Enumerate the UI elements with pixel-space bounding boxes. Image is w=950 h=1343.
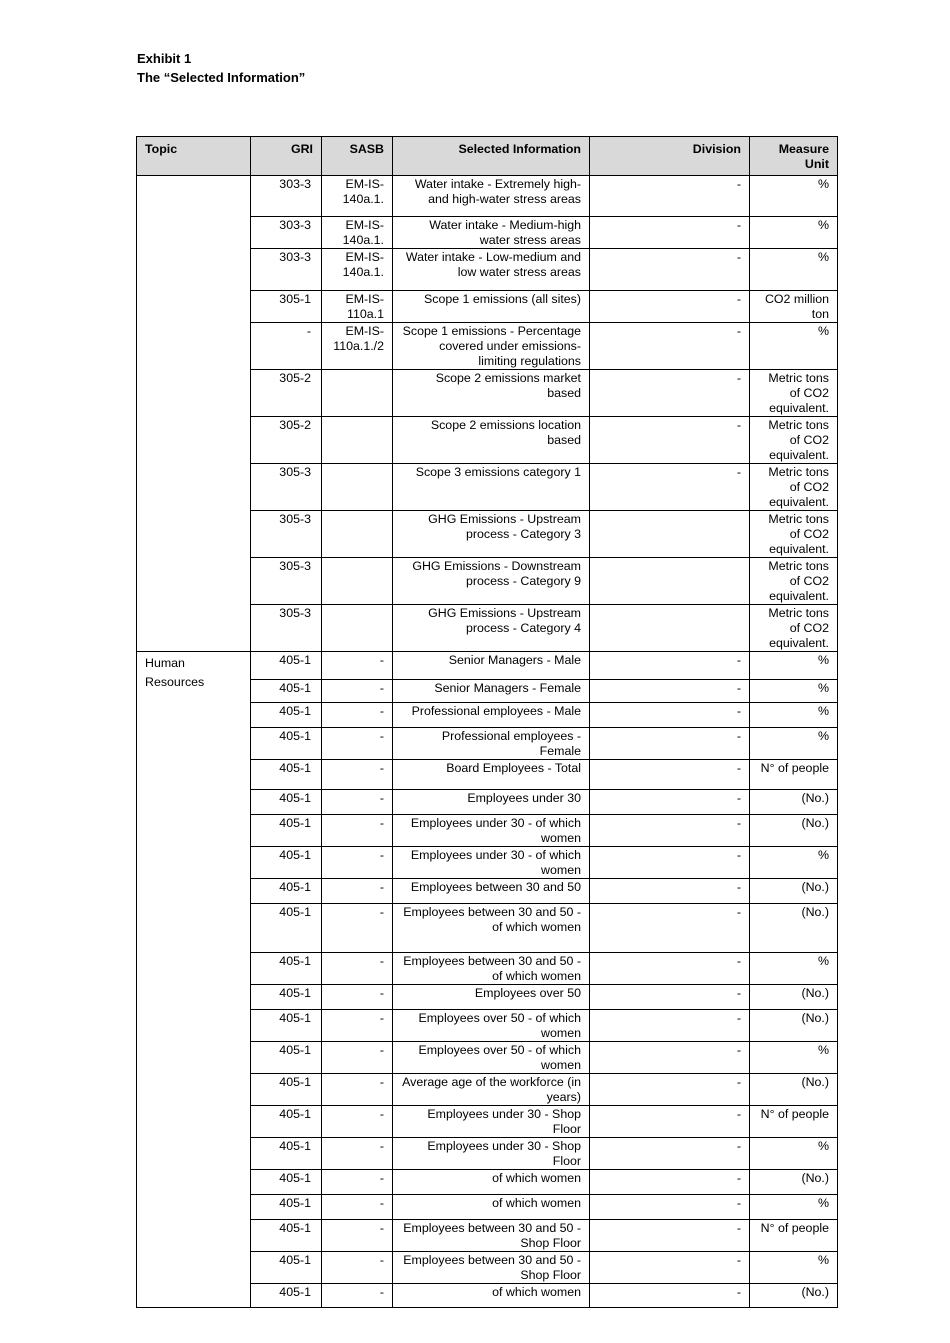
selected-information-cell: Employees under 30 - Shop Floor bbox=[393, 1138, 590, 1170]
measure-unit-cell: Metric tons of CO2 equivalent. bbox=[750, 417, 838, 464]
sasb-cell: - bbox=[322, 847, 393, 879]
measure-unit-cell: % bbox=[750, 1252, 838, 1284]
selected-information-cell: Employees under 30 - of which women bbox=[393, 847, 590, 879]
measure-unit-cell: Metric tons of CO2 equivalent. bbox=[750, 464, 838, 511]
selected-information-cell: Scope 1 emissions - Percentage covered under emissions-limiting regulations bbox=[393, 323, 590, 370]
sasb-cell: EM-IS-110a.1./2 bbox=[322, 323, 393, 370]
column-header-measure-unit: Measure Unit bbox=[750, 137, 838, 176]
sasb-cell: - bbox=[322, 1042, 393, 1074]
selected-information-cell: of which women bbox=[393, 1195, 590, 1220]
measure-unit-cell: Metric tons of CO2 equivalent. bbox=[750, 511, 838, 558]
selected-information-cell: Employees over 50 - of which women bbox=[393, 1042, 590, 1074]
measure-unit-cell: % bbox=[750, 1195, 838, 1220]
selected-information-cell: Employees between 30 and 50 - Shop Floor bbox=[393, 1252, 590, 1284]
division-cell: - bbox=[590, 728, 750, 760]
column-header-division: Division bbox=[590, 137, 750, 176]
selected-information-cell: Employees under 30 - Shop Floor bbox=[393, 1106, 590, 1138]
gri-cell: 405-1 bbox=[251, 1170, 322, 1195]
selected-information-cell: Water intake - Extremely high-and high-water stress areas bbox=[393, 176, 590, 217]
selected-information-cell: GHG Emissions - Downstream process - Category 9 bbox=[393, 558, 590, 605]
division-cell: - bbox=[590, 417, 750, 464]
division-cell: - bbox=[590, 847, 750, 879]
measure-unit-cell: (No.) bbox=[750, 1010, 838, 1042]
selected-information-cell: Senior Managers - Male bbox=[393, 652, 590, 680]
division-cell: - bbox=[590, 176, 750, 217]
column-header-selected-information: Selected Information bbox=[393, 137, 590, 176]
division-cell: - bbox=[590, 680, 750, 703]
gri-cell: 303-3 bbox=[251, 249, 322, 291]
selected-information-cell: Employees over 50 - of which women bbox=[393, 1010, 590, 1042]
measure-unit-cell: % bbox=[750, 217, 838, 249]
division-cell: - bbox=[590, 249, 750, 291]
division-cell: - bbox=[590, 1170, 750, 1195]
sasb-cell: - bbox=[322, 652, 393, 680]
division-cell: - bbox=[590, 1138, 750, 1170]
division-cell bbox=[590, 511, 750, 558]
division-cell: - bbox=[590, 879, 750, 904]
division-cell: - bbox=[590, 323, 750, 370]
selected-information-cell: Board Employees - Total bbox=[393, 760, 590, 790]
selected-information-cell: Employees between 30 and 50 - of which women bbox=[393, 904, 590, 953]
sasb-cell: - bbox=[322, 703, 393, 728]
division-cell: - bbox=[590, 953, 750, 985]
measure-unit-cell: % bbox=[750, 323, 838, 370]
measure-unit-cell: % bbox=[750, 1138, 838, 1170]
sasb-cell: - bbox=[322, 1138, 393, 1170]
gri-cell: 405-1 bbox=[251, 1195, 322, 1220]
sasb-cell bbox=[322, 417, 393, 464]
measure-unit-cell: % bbox=[750, 703, 838, 728]
column-header-sasb: SASB bbox=[322, 137, 393, 176]
division-cell: - bbox=[590, 815, 750, 847]
measure-unit-cell: % bbox=[750, 847, 838, 879]
measure-unit-cell: N° of people bbox=[750, 1106, 838, 1138]
selected-information-table bbox=[136, 136, 838, 1308]
measure-unit-cell: Metric tons of CO2 equivalent. bbox=[750, 370, 838, 417]
sasb-cell: - bbox=[322, 953, 393, 985]
sasb-cell: - bbox=[322, 790, 393, 815]
table-body bbox=[137, 176, 838, 1308]
division-cell: - bbox=[590, 760, 750, 790]
sasb-cell: - bbox=[322, 728, 393, 760]
sasb-cell: - bbox=[322, 1252, 393, 1284]
sasb-cell: - bbox=[322, 1106, 393, 1138]
selected-information-cell: Employees between 30 and 50 - of which women bbox=[393, 953, 590, 985]
sasb-cell bbox=[322, 605, 393, 652]
gri-cell: 405-1 bbox=[251, 1284, 322, 1308]
sasb-cell: EM-IS-110a.1 bbox=[322, 291, 393, 323]
sasb-cell: - bbox=[322, 879, 393, 904]
selected-information-cell: Employees under 30 - of which women bbox=[393, 815, 590, 847]
measure-unit-cell: (No.) bbox=[750, 1170, 838, 1195]
division-cell: - bbox=[590, 790, 750, 815]
selected-information-cell: Water intake - Low-medium and low water stress areas bbox=[393, 249, 590, 291]
division-cell bbox=[590, 558, 750, 605]
measure-unit-cell: % bbox=[750, 652, 838, 680]
gri-cell: 405-1 bbox=[251, 790, 322, 815]
gri-cell: 405-1 bbox=[251, 953, 322, 985]
measure-unit-cell: % bbox=[750, 680, 838, 703]
gri-cell: 405-1 bbox=[251, 1252, 322, 1284]
gri-cell: 405-1 bbox=[251, 1220, 322, 1252]
sasb-cell: - bbox=[322, 760, 393, 790]
exhibit-subtitle: The “Selected Information” bbox=[137, 70, 306, 85]
column-header-gri: GRI bbox=[251, 137, 322, 176]
sasb-cell: - bbox=[322, 1010, 393, 1042]
gri-cell: 305-3 bbox=[251, 464, 322, 511]
gri-cell: 305-3 bbox=[251, 605, 322, 652]
sasb-cell bbox=[322, 464, 393, 511]
gri-cell: 405-1 bbox=[251, 904, 322, 953]
gri-cell: 303-3 bbox=[251, 217, 322, 249]
gri-cell: 405-1 bbox=[251, 1074, 322, 1106]
division-cell bbox=[590, 605, 750, 652]
selected-information-cell: Employees under 30 bbox=[393, 790, 590, 815]
measure-unit-cell: CO2 million ton bbox=[750, 291, 838, 323]
gri-cell: 405-1 bbox=[251, 879, 322, 904]
measure-unit-cell: (No.) bbox=[750, 904, 838, 953]
sasb-cell: EM-IS-140a.1. bbox=[322, 217, 393, 249]
gri-cell: 405-1 bbox=[251, 847, 322, 879]
measure-unit-cell: % bbox=[750, 1042, 838, 1074]
exhibit-title: Exhibit 1 bbox=[137, 51, 192, 66]
measure-unit-cell: Metric tons of CO2 equivalent. bbox=[750, 605, 838, 652]
topic-cell: Human Resources bbox=[137, 652, 251, 1308]
division-cell: - bbox=[590, 1284, 750, 1308]
gri-cell: 405-1 bbox=[251, 1106, 322, 1138]
measure-unit-cell: N° of people bbox=[750, 1220, 838, 1252]
sasb-cell: EM-IS-140a.1. bbox=[322, 249, 393, 291]
gri-cell: 305-3 bbox=[251, 511, 322, 558]
division-cell: - bbox=[590, 1195, 750, 1220]
division-cell: - bbox=[590, 464, 750, 511]
gri-cell: 405-1 bbox=[251, 815, 322, 847]
division-cell: - bbox=[590, 703, 750, 728]
sasb-cell: - bbox=[322, 1074, 393, 1106]
measure-unit-cell: % bbox=[750, 176, 838, 217]
selected-information-cell: GHG Emissions - Upstream process - Category 4 bbox=[393, 605, 590, 652]
sasb-cell: - bbox=[322, 985, 393, 1010]
selected-information-cell: of which women bbox=[393, 1284, 590, 1308]
selected-information-cell: Scope 2 emissions market based bbox=[393, 370, 590, 417]
division-cell: - bbox=[590, 1106, 750, 1138]
sasb-cell: - bbox=[322, 680, 393, 703]
gri-cell: 405-1 bbox=[251, 1042, 322, 1074]
measure-unit-cell: (No.) bbox=[750, 985, 838, 1010]
sasb-cell bbox=[322, 511, 393, 558]
gri-cell: 305-2 bbox=[251, 417, 322, 464]
sasb-cell bbox=[322, 370, 393, 417]
sasb-cell: - bbox=[322, 1195, 393, 1220]
measure-unit-cell: (No.) bbox=[750, 790, 838, 815]
measure-unit-cell: % bbox=[750, 249, 838, 291]
division-cell: - bbox=[590, 1220, 750, 1252]
gri-cell: 405-1 bbox=[251, 680, 322, 703]
gri-cell: 405-1 bbox=[251, 652, 322, 680]
measure-unit-cell: N° of people bbox=[750, 760, 838, 790]
selected-information-cell: Scope 1 emissions (all sites) bbox=[393, 291, 590, 323]
selected-information-cell: GHG Emissions - Upstream process - Category 3 bbox=[393, 511, 590, 558]
measure-unit-cell: % bbox=[750, 728, 838, 760]
measure-unit-cell: (No.) bbox=[750, 1284, 838, 1308]
selected-information-cell: Professional employees - Female bbox=[393, 728, 590, 760]
table-row bbox=[137, 176, 838, 217]
column-header-topic: Topic bbox=[137, 137, 251, 176]
division-cell: - bbox=[590, 217, 750, 249]
selected-information-cell: Water intake - Medium-high water stress areas bbox=[393, 217, 590, 249]
selected-information-cell: Scope 2 emissions location based bbox=[393, 417, 590, 464]
page-heading bbox=[137, 49, 305, 87]
selected-information-cell: Employees over 50 bbox=[393, 985, 590, 1010]
division-cell: - bbox=[590, 1010, 750, 1042]
division-cell: - bbox=[590, 985, 750, 1010]
division-cell: - bbox=[590, 1252, 750, 1284]
gri-cell: 405-1 bbox=[251, 1138, 322, 1170]
gri-cell: 405-1 bbox=[251, 703, 322, 728]
selected-information-cell: Senior Managers - Female bbox=[393, 680, 590, 703]
gri-cell: 305-2 bbox=[251, 370, 322, 417]
gri-cell: 305-3 bbox=[251, 558, 322, 605]
division-cell: - bbox=[590, 1042, 750, 1074]
selected-information-cell: of which women bbox=[393, 1170, 590, 1195]
sasb-cell bbox=[322, 558, 393, 605]
division-cell: - bbox=[590, 1074, 750, 1106]
sasb-cell: - bbox=[322, 1170, 393, 1195]
division-cell: - bbox=[590, 652, 750, 680]
gri-cell: - bbox=[251, 323, 322, 370]
table-header-row bbox=[137, 137, 838, 176]
division-cell: - bbox=[590, 291, 750, 323]
sasb-cell: - bbox=[322, 904, 393, 953]
measure-unit-cell: (No.) bbox=[750, 1074, 838, 1106]
gri-cell: 405-1 bbox=[251, 760, 322, 790]
sasb-cell: - bbox=[322, 1284, 393, 1308]
selected-information-cell: Scope 3 emissions category 1 bbox=[393, 464, 590, 511]
measure-unit-cell: (No.) bbox=[750, 815, 838, 847]
measure-unit-cell: % bbox=[750, 953, 838, 985]
selected-information-cell: Employees between 30 and 50 - Shop Floor bbox=[393, 1220, 590, 1252]
selected-information-cell: Average age of the workforce (in years) bbox=[393, 1074, 590, 1106]
measure-unit-cell: (No.) bbox=[750, 879, 838, 904]
gri-cell: 405-1 bbox=[251, 985, 322, 1010]
selected-information-cell: Professional employees - Male bbox=[393, 703, 590, 728]
sasb-cell: - bbox=[322, 815, 393, 847]
division-cell: - bbox=[590, 904, 750, 953]
measure-unit-cell: Metric tons of CO2 equivalent. bbox=[750, 558, 838, 605]
gri-cell: 405-1 bbox=[251, 1010, 322, 1042]
gri-cell: 305-1 bbox=[251, 291, 322, 323]
sasb-cell: EM-IS-140a.1. bbox=[322, 176, 393, 217]
gri-cell: 303-3 bbox=[251, 176, 322, 217]
table-row bbox=[137, 652, 838, 680]
selected-information-cell: Employees between 30 and 50 bbox=[393, 879, 590, 904]
sasb-cell: - bbox=[322, 1220, 393, 1252]
gri-cell: 405-1 bbox=[251, 728, 322, 760]
topic-cell bbox=[137, 176, 251, 652]
division-cell: - bbox=[590, 370, 750, 417]
